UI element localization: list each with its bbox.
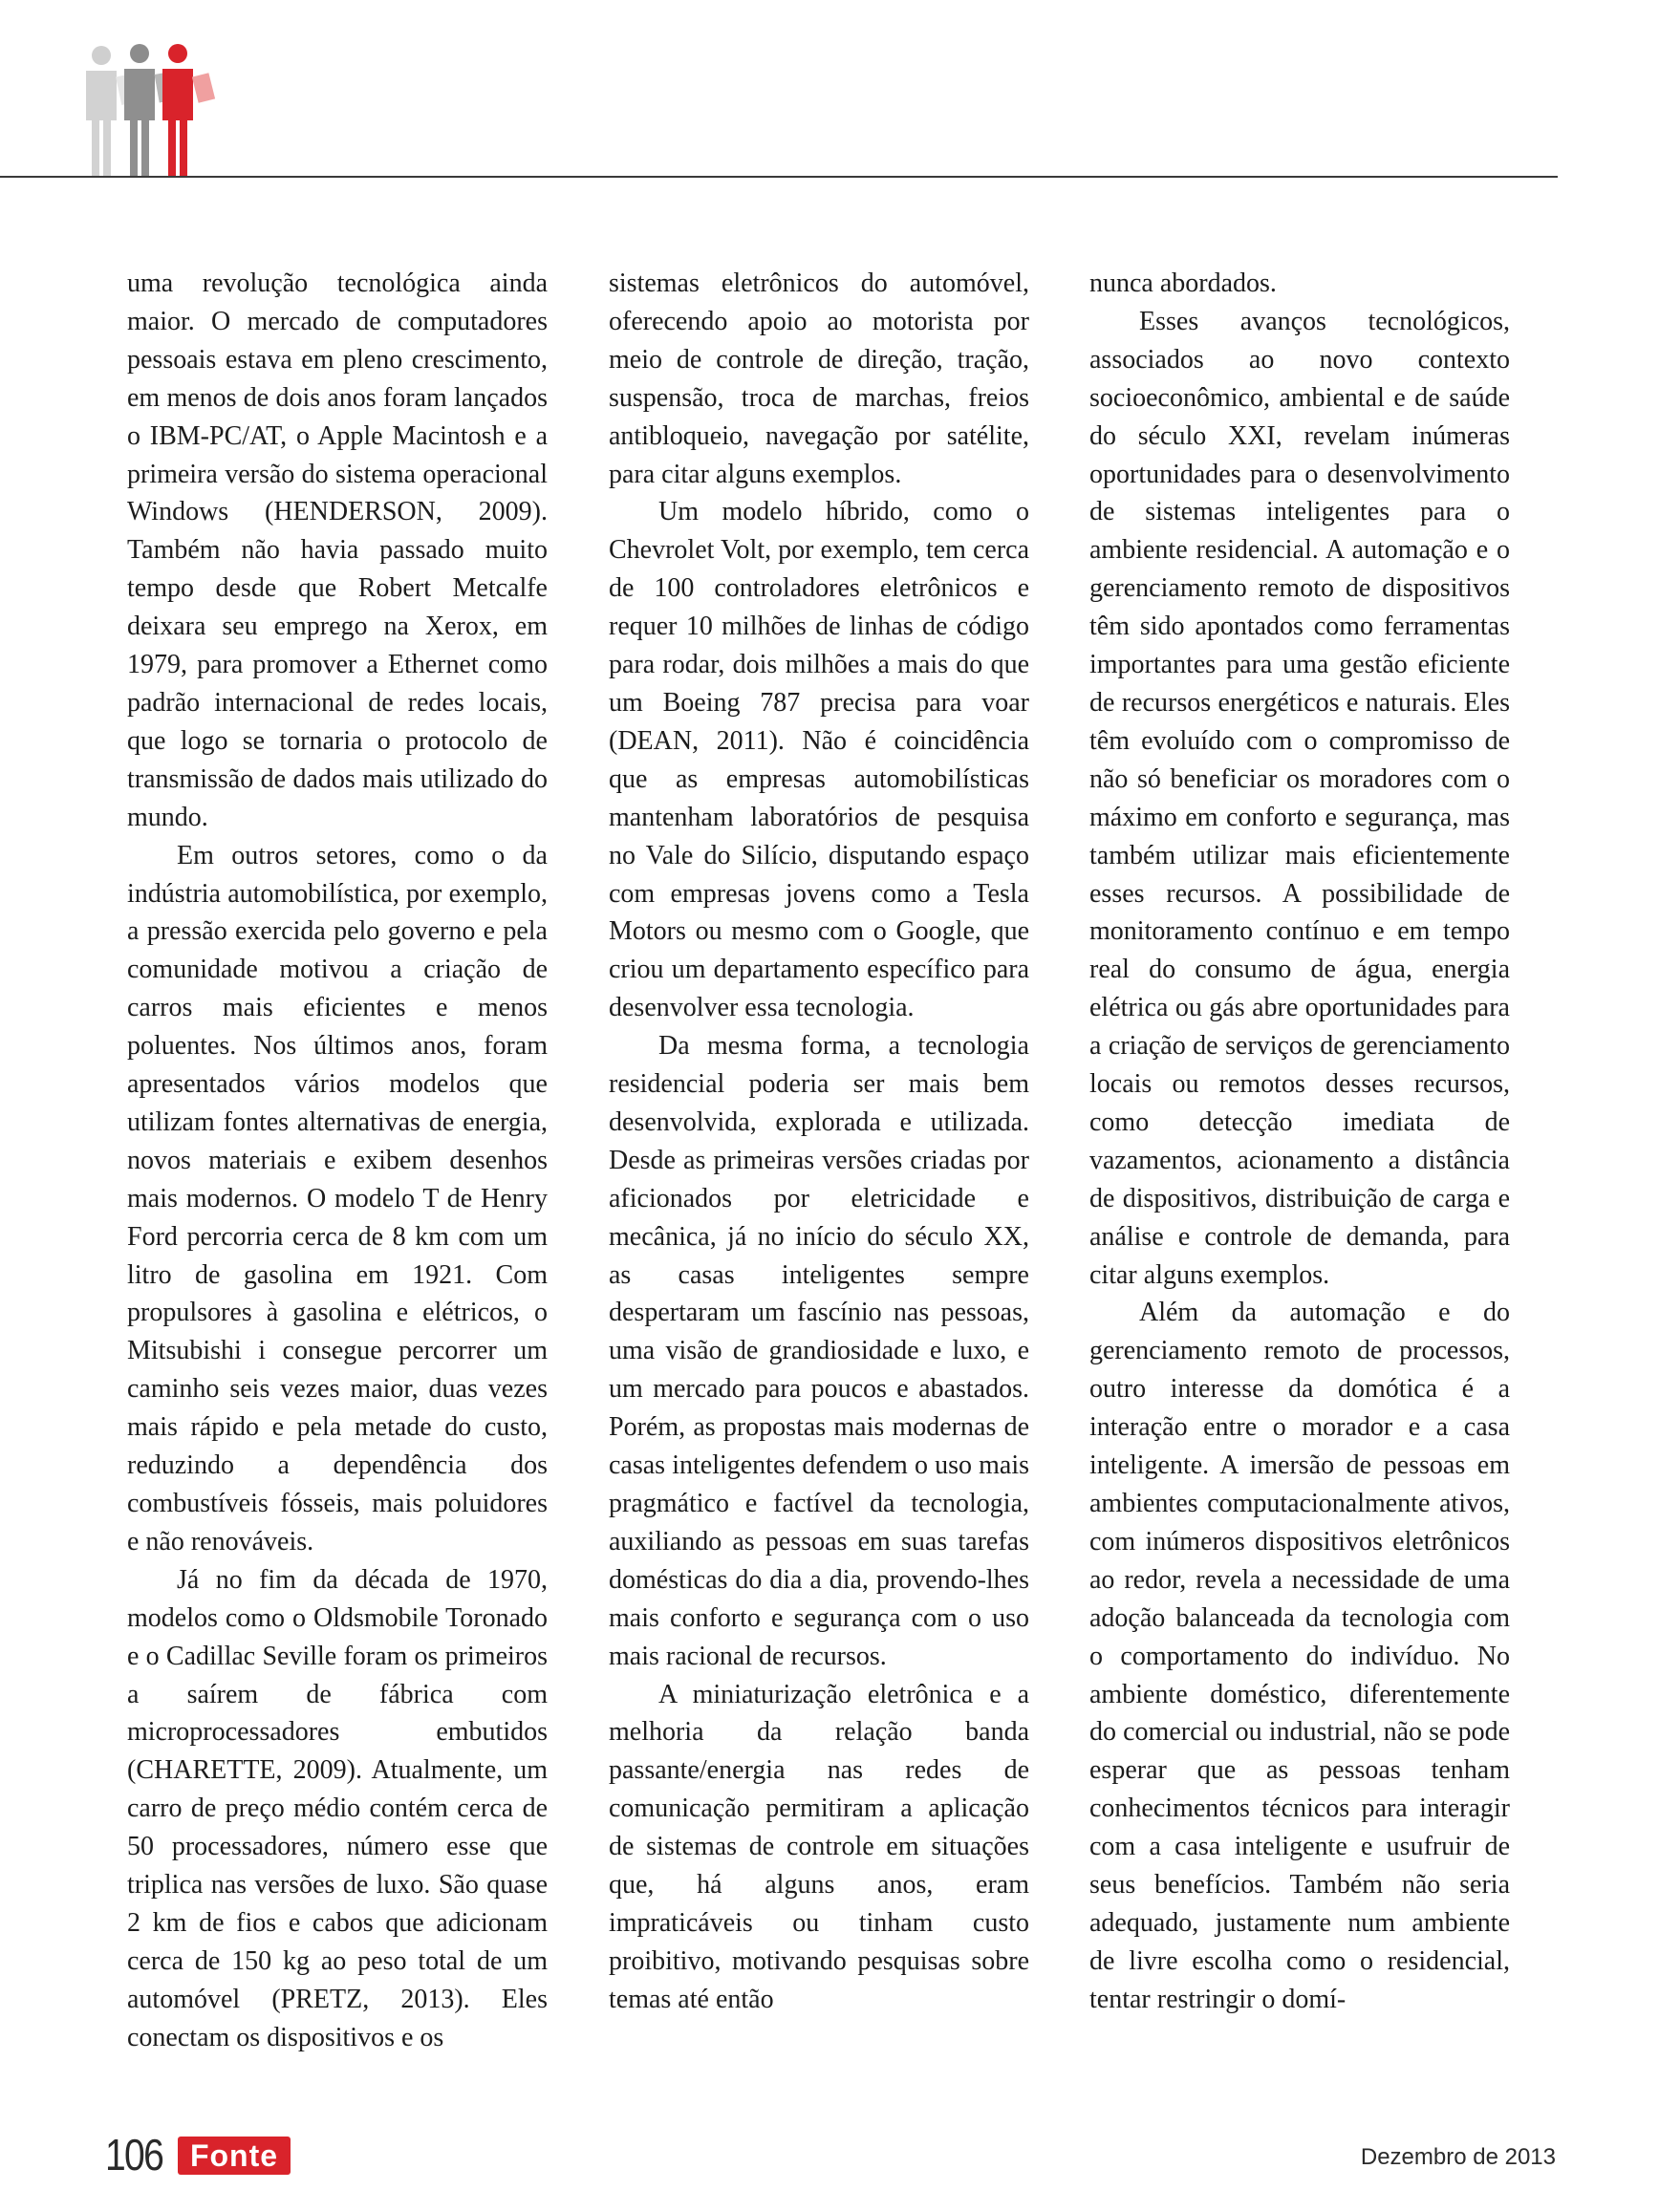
paragraph: Já no fim da década de 1970, modelos como o Oldsmobile Toronado e o Cadillac Seville foram os primeiros a saírem de fábrica com microprocessadores embutidos (CHARETTE, 2009). Atualmente, um carro de preço médio contém cerca de 50 processadores, número esse que triplica nas versões de luxo. São quase 2 km de fios e cabos que adicionam cerca de 150 kg ao peso total de um automóvel (PRETZ, 2013). Eles conectam os dispositivos e os	[127, 1564, 548, 2052]
paragraph: Em outros setores, como o da indústria automobilística, por exemplo, a pressão exercida pelo governo e pela comunidade motivou a criação de carros mais eficientes e menos poluentes. Nos últimos anos, foram apresentados vários modelos que utilizam fontes alternativas de energia, novos materiais e exibem desenhos mais modernos. O modelo T de Henry Ford percorria cerca de 8 km com um litro de gasolina em 1921. Com propulsores à gasolina e elétricos, o Mitsubishi i consegue percorrer um caminho seis vezes maior, duas vezes mais rápido e pela metade do custo, reduzindo a dependência dos combustíveis fósseis, mais poluidores e não renováveis.	[127, 840, 548, 1557]
text-column-2	[609, 265, 1029, 2019]
issue-date: Dezembro de 2013	[1360, 2144, 1556, 2170]
paragraph: Da mesma forma, a tecnologia residencial poderia ser mais bem desenvolvida, explorada e utilizada. Desde as primeiras versões criadas por aficionados por eletricidade e mecânica, já no início do século XX, as casas inteligentes sempre despertaram um fascínio nas pessoas, uma visão de grandiosidade e luxo, e um mercado para poucos e abastados. Porém, as propostas mais modernas de casas inteligentes defendem o uso mais pragmático e factível da tecnologia, auxiliando as pessoas em suas tarefas domésticas do dia a dia, provendo-lhes mais conforto e segurança com o uso mais racional de recursos.	[609, 1031, 1029, 1671]
paragraph: A miniaturização eletrônica e a melhoria da relação banda passante/energia nas redes de comunicação permitiram a aplicação de sistemas de controle em situações que, há alguns anos, eram impraticáveis ou tinham custo proibitivo, motivando pesquisas sobre temas até então	[609, 1679, 1029, 2014]
paragraph: Esses avanços tecnológicos, associados ao novo contexto socioeconômico, ambiental e de saúde do século XXI, revelam inúmeras oportunidades para o desenvolvimento de sistemas inteligentes para o ambiente residencial. A automação e o gerenciamento remoto de dispositivos têm sido apontados como ferramentas importantes para uma gestão eficiente de recursos energéticos e naturais. Eles têm evoluído com o compromisso de não só beneficiar os moradores com o máximo em conforto e segurança, mas também utilizar mais eficientemente esses recursos. A possibilidade de monitoramento contínuo e em tempo real do consumo de água, energia elétrica ou gás abre oportunidades para a criação de serviços de gerenciamento locais ou remotos desses recursos, como detecção imediata de vazamentos, acionamento a distância de dispositivos, distribuição de carga e análise e controle de demanda, para citar alguns exemplos.	[1089, 306, 1510, 1290]
page-number: 106	[105, 2130, 163, 2180]
magazine-logo: Fonte	[178, 2137, 291, 2175]
text-column-1	[127, 265, 548, 2057]
paragraph: uma revolução tecnológica ainda maior. O mercado de computadores pessoais estava em pleno crescimento, em menos de dois anos foram lançados o IBM-PC/AT, o Apple Macintosh e a primeira versão do sistema operacional Windows (HENDERSON, 2009). Também não havia passado muito tempo desde que Robert Metcalfe deixara seu emprego na Xerox, em 1979, para promover a Ethernet como padrão internacional de redes locais, que logo se tornaria o protocolo de transmissão de dados mais utilizado do mundo.	[127, 268, 548, 832]
paragraph: sistemas eletrônicos do automóvel, oferecendo apoio ao motorista por meio de controle de direção, tração, suspensão, troca de marchas, freios antibloqueio, navegação por satélite, para citar alguns exemplos.	[609, 268, 1029, 489]
three-people-logo-icon	[80, 42, 224, 178]
header-rule	[0, 176, 1558, 178]
text-column-3	[1089, 265, 1510, 2019]
paragraph: Um modelo híbrido, como o Chevrolet Volt, por exemplo, tem cerca de 100 controladores eletrônicos e requer 10 milhões de linhas de código para rodar, dois milhões a mais do que um Boeing 787 precisa para voar (DEAN, 2011). Não é coincidência que as empresas automobilísticas mantenham laboratórios de pesquisa no Vale do Silício, disputando espaço com empresas jovens como a Tesla Motors ou mesmo com o Google, que criou um departamento específico para desenvolver essa tecnologia.	[609, 497, 1029, 1023]
paragraph: nunca abordados.	[1089, 268, 1277, 298]
paragraph: Além da automação e do gerenciamento remoto de processos, outro interesse da domótica é a interação entre o morador e a casa inteligente. A imersão de pessoas em ambientes computacionalmente ativos, com inúmeros dispositivos eletrônicos ao redor, revela a necessidade de uma adoção balanceada da tecnologia com o comportamento do indivíduo. No ambiente doméstico, diferentemente do comercial ou industrial, não se pode esperar que as pessoas tenham conhecimentos técnicos para interagir com a casa inteligente e usufruir de seus benefícios. Também não seria adequado, justamente num ambiente de livre escolha como o residencial, tentar restringir o domí-	[1089, 1298, 1510, 2014]
